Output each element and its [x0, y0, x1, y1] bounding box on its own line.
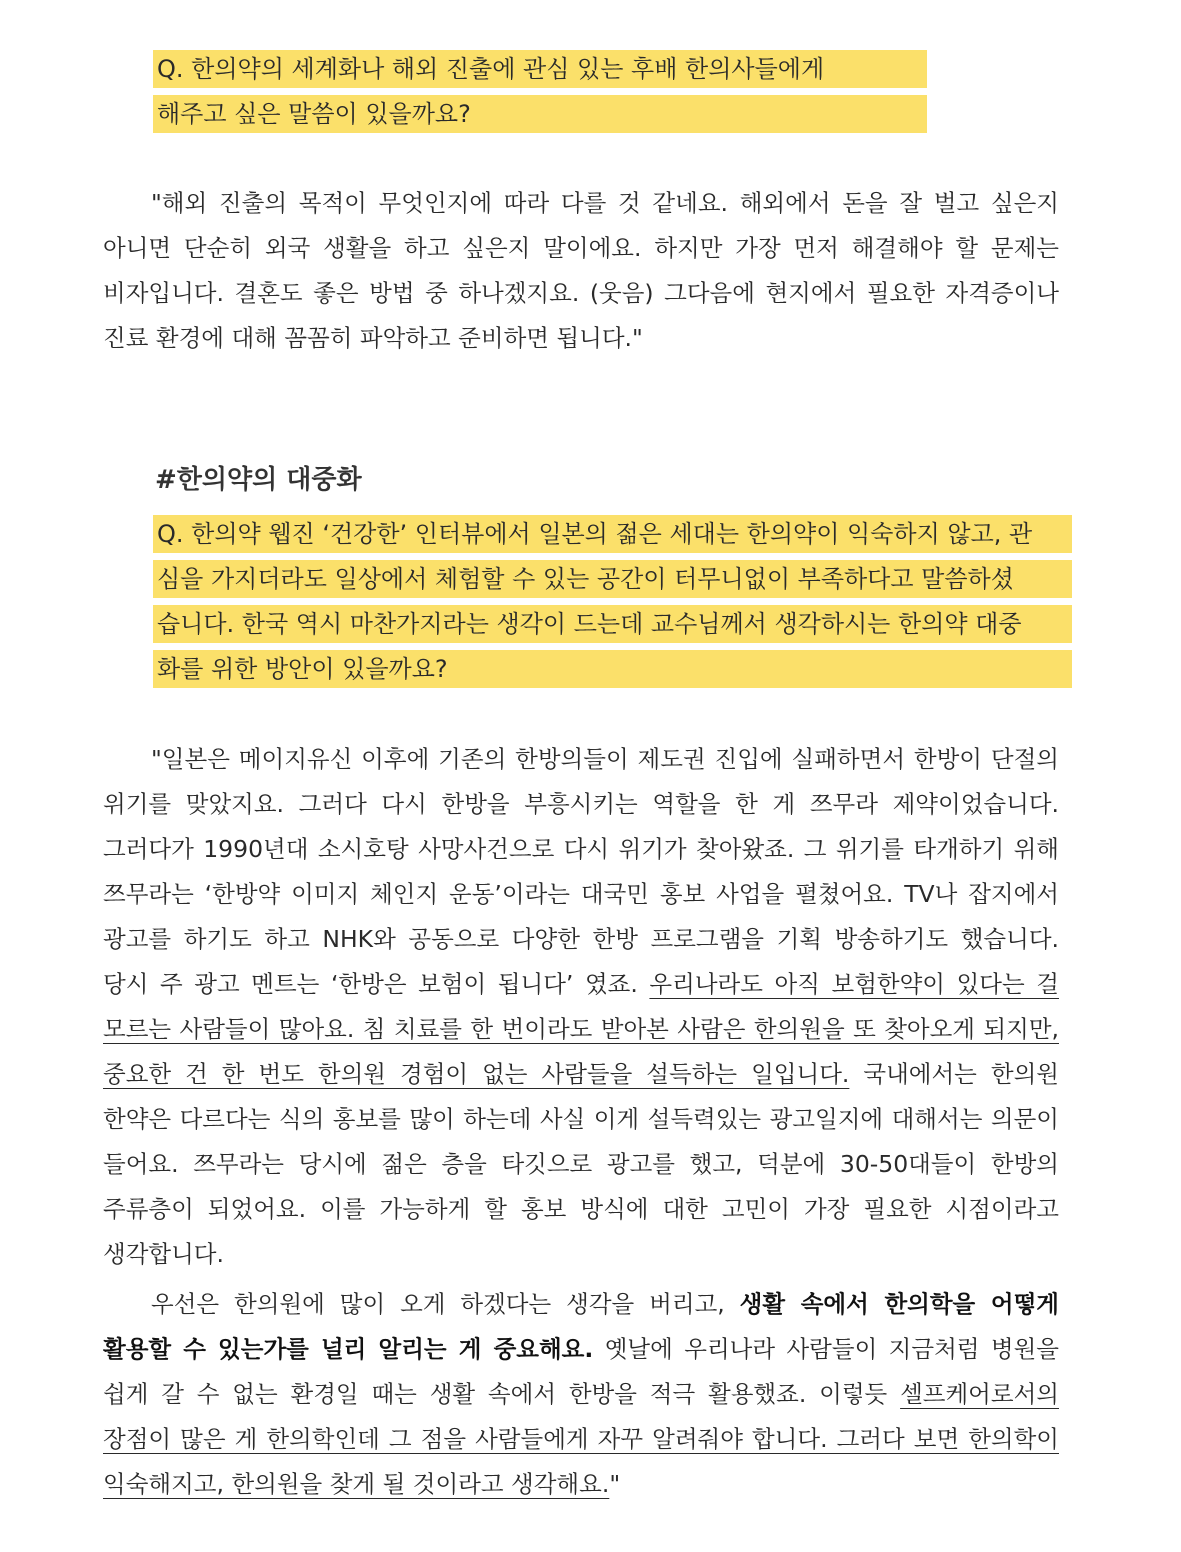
answer-2-p2-closing-quote: " — [609, 1470, 621, 1498]
section-heading: #한의약의 대중화 — [155, 465, 362, 495]
question-2-line-2: 심을 가지더라도 일상에서 체험할 수 있는 공간이 터무니없이 부족하다고 말씀하셨 — [153, 560, 1072, 598]
answer-2-p2-text: 우선은 한의원에 많이 오게 하겠다는 생각을 버리고, — [151, 1290, 740, 1318]
question-1-line-2: 해주고 싶은 말씀이 있을까요? — [153, 95, 927, 133]
answer-2-p1-text-cont: 국내에서는 한의원 한약은 다르다는 식의 홍보를 많이 하는데 사실 이게 설득력있는 광고일지에 대해서는 의문이 들어요. 쯔무라는 당시에 젊은 층을 타깃으로 광고를 했고, 덕분에 30-50대들이 한방의 주류층이 되었어요. 이를 가능하게 할 홍보 방식에 대한 고민이 가장 필요한 시점이라고 생각합니다. — [103, 1060, 1059, 1268]
answer-2-paragraph-2 — [103, 1282, 1059, 1507]
answer-2-p2-underlined: 셀프케어로서의 장점이 많은 게 한의학인데 그 점을 사람들에게 자꾸 알려줘야 합니다. 그러다 보면 한의학이 익숙해지고, 한의원을 찾게 될 것이라고 생각해요. — [103, 1380, 1059, 1498]
question-2-line-4: 화를 위한 방안이 있을까요? — [153, 650, 1072, 688]
question-2-line-3: 습니다. 한국 역시 마찬가지라는 생각이 드는데 교수님께서 생각하시는 한의약 대중 — [153, 605, 1072, 643]
answer-2-p2-text-cont: 옛날에 우리나라 사람들이 지금처럼 병원을 쉽게 갈 수 없는 환경일 때는 생활 속에서 한방을 적극 활용했죠. 이렇듯 — [103, 1335, 1060, 1408]
answer-2-p1-underlined: 우리나라도 아직 보험한약이 있다는 걸 모르는 사람들이 많아요. 침 치료를 한 번이라도 받아본 사람은 한의원을 또 찾아오게 되지만, 중요한 건 한 번도 한의원 경험이 없는 사람들을 설득하는 일입니다. — [103, 970, 1059, 1088]
answer-2-p2-bold: 생활 속에서 한의학을 어떻게 활용할 수 있는가를 널리 알리는 게 중요해요. — [103, 1290, 1059, 1363]
answer-1: "해외 진출의 목적이 무엇인지에 따라 다를 것 같네요. 해외에서 돈을 잘 벌고 싶은지 아니면 단순히 외국 생활을 하고 싶은지 말이에요. 하지만 가장 먼저 해결해야 할 문제는 비자입니다. 결혼도 좋은 방법 중 하나겠지요. (웃음) 그다음에 현지에서 필요한 자격증이나 진료 환경에 대해 꼼꼼히 파악하고 준비하면 됩니다." — [103, 189, 1059, 352]
question-1-line-1: Q. 한의약의 세계화나 해외 진출에 관심 있는 후배 한의사들에게 — [153, 50, 927, 88]
answer-2-paragraph-1 — [103, 737, 1059, 1277]
answer-2-p1-text: "일본은 메이지유신 이후에 기존의 한방의들이 제도권 진입에 실패하면서 한방이 단절의 위기를 맞았지요. 그러다 다시 한방을 부흥시키는 역할을 한 게 쯔무라 제약이었습니다. 그러다가 1990년대 소시호탕 사망사건으로 다시 위기가 찾아왔죠. 그 위기를 타개하기 위해 쯔무라는 ‘한방약 이미지 체인지 운동’이라는 대국민 홍보 사업을 펼쳤어요. TV나 잡지에서 광고를 하기도 하고 NHK와 공동으로 다양한 한방 프로그램을 기획 방송하기도 했습니다. 당시 주 광고 멘트는 ‘한방은 보험이 됩니다’ 였죠. — [103, 745, 1059, 998]
question-2-line-1: Q. 한의약 웹진 ‘건강한’ 인터뷰에서 일본의 젊은 세대는 한의약이 익숙하지 않고, 관 — [153, 515, 1072, 553]
